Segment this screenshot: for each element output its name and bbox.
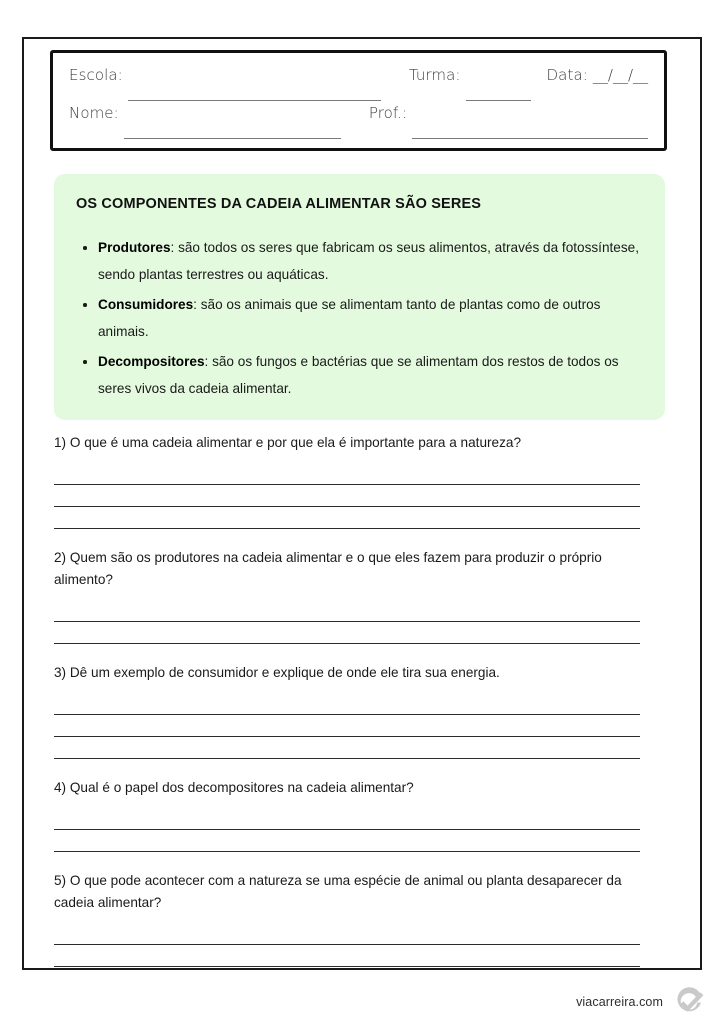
answer-line[interactable] [54,485,640,507]
info-card-list-item [76,234,639,288]
answer-line[interactable] [54,808,640,830]
answer-line[interactable] [54,715,640,737]
footer-site-label: viacarreira.com [576,994,663,1009]
info-card-title: OS COMPONENTES DA CADEIA ALIMENTAR SÃO SERES [76,196,482,212]
info-item-text: : são os animais que se alimentam tanto de plantas como de outros animais. [98,297,601,339]
info-card [54,174,665,420]
answer-lines [54,923,671,967]
question-block [54,432,671,529]
header-row-top [69,66,648,104]
answer-line[interactable] [54,507,640,529]
answer-line[interactable] [54,923,640,945]
answer-line[interactable] [54,945,640,967]
answer-line[interactable] [54,463,640,485]
question-block [54,870,671,967]
info-item-text: : são todos os seres que fabricam os seus alimentos, através da fotossíntese, sendo plantas terrestres ou aquáticas. [98,240,639,282]
prof-label: Prof.: [368,104,408,122]
question-text: 5) O que pode acontecer com a natureza se uma espécie de animal ou planta desaparecer da cadeia alimentar? [54,873,622,910]
question-text: 4) Qual é o papel dos decompositores na cadeia alimentar? [54,780,414,795]
escola-input-line[interactable] [128,99,381,101]
info-card-list-item [76,291,639,345]
answer-line[interactable] [54,622,640,644]
question-text: 1) O que é uma cadeia alimentar e por que ela é importante para a natureza? [54,435,522,450]
info-item-term: Consumidores [98,297,194,312]
question-block [54,662,671,759]
question-text: 3) Dê um exemplo de consumidor e explique de onde ele tira sua energia. [54,665,500,680]
worksheet-page [22,37,702,970]
answer-lines [54,600,671,644]
answer-lines [54,693,671,759]
answer-line[interactable] [54,830,640,852]
question-text: 2) Quem são os produtores na cadeia alimentar e o que eles fazem para produzir o próprio alimento? [54,550,602,587]
info-item-term: Decompositores [98,354,205,369]
answer-lines [54,808,671,852]
prof-input-line[interactable] [412,137,648,139]
questions-list [54,432,671,985]
info-item-term: Produtores [98,240,171,255]
answer-line[interactable] [54,737,640,759]
data-label: Data: [546,66,588,84]
turma-label: Turma: [408,66,461,84]
footer [0,979,724,1024]
question-block [54,547,671,644]
answer-line[interactable] [54,600,640,622]
check-circle-logo-icon [674,987,704,1017]
escola-label: Escola: [69,66,123,84]
answer-lines [54,463,671,529]
turma-input-line[interactable] [466,99,531,101]
data-input-placeholder[interactable]: __/__/__ [592,66,648,84]
info-card-list-item [76,348,639,402]
nome-input-line[interactable] [124,137,341,139]
nome-label: Nome: [69,104,119,122]
info-card-list [76,234,639,402]
student-identification-box [50,50,667,151]
header-row-bottom [69,104,648,142]
question-block [54,777,671,852]
answer-line[interactable] [54,693,640,715]
info-item-text: : são os fungos e bactérias que se alimentam dos restos de todos os seres vivos da cadeia alimentar. [98,354,619,396]
